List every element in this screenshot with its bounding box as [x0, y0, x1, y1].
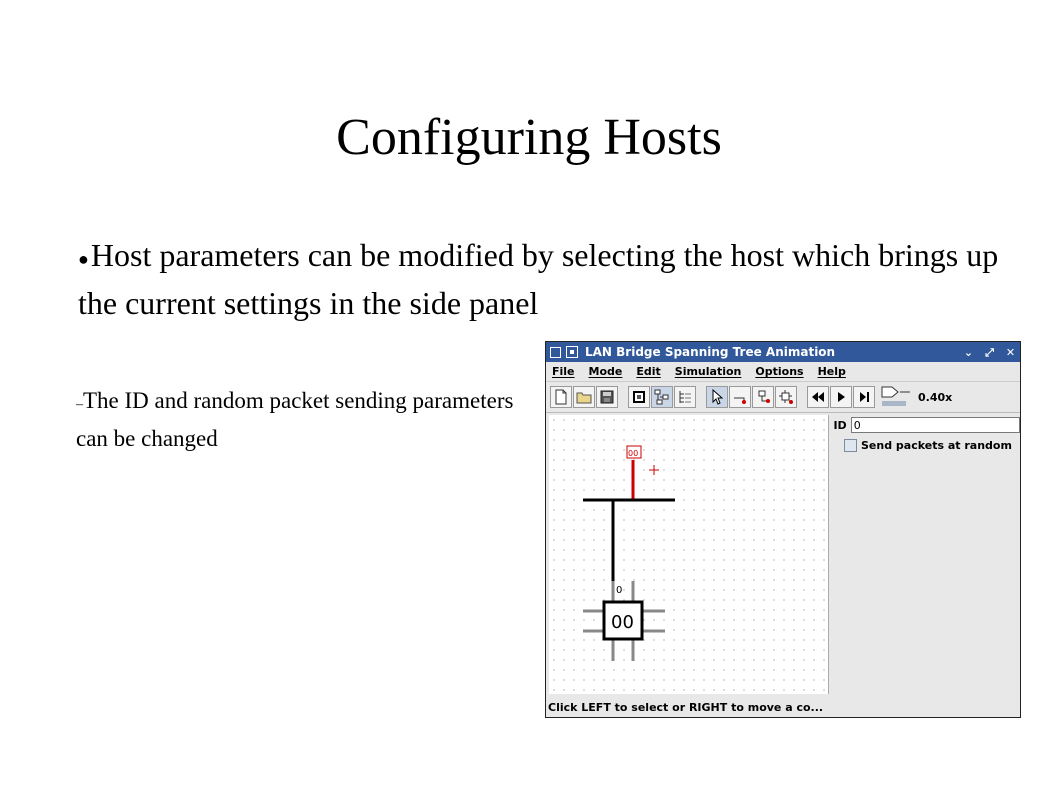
tree-view-icon	[677, 389, 693, 405]
play-icon	[835, 391, 847, 403]
window-titlebar[interactable]	[546, 342, 1020, 362]
sub-bullet-text: The ID and random packet sending parameters can be changed	[76, 388, 514, 451]
open-folder-icon	[576, 390, 592, 404]
add-host-tool-icon	[755, 389, 771, 405]
window-menu-icon[interactable]	[550, 347, 561, 358]
side-panel	[829, 415, 1020, 694]
add-bridge-tool-icon	[778, 389, 794, 405]
network-canvas[interactable]	[549, 415, 829, 694]
id-row	[829, 417, 1020, 433]
menu-edit[interactable]: Edit	[636, 365, 661, 378]
network-tool-icon	[654, 389, 670, 405]
menu-simulation[interactable]: Simulation	[674, 365, 742, 378]
random-packets-row[interactable]	[844, 439, 1020, 452]
app-icon	[566, 346, 578, 358]
bridge-tool-icon	[632, 390, 646, 404]
speed-slider[interactable]	[878, 384, 912, 410]
select-arrow-icon	[710, 389, 724, 405]
minimize-icon[interactable]: ⌄	[963, 345, 974, 359]
step-forward-button[interactable]	[853, 386, 875, 408]
id-input[interactable]	[851, 417, 1020, 433]
menu-help[interactable]: Help	[817, 365, 846, 378]
save-button[interactable]	[596, 386, 618, 408]
rewind-button[interactable]	[807, 386, 829, 408]
random-packets-label: Send packets at random	[861, 439, 1012, 452]
status-bar: Click LEFT to select or RIGHT to move a co...	[546, 698, 1020, 717]
maximize-icon[interactable]: ⤢	[985, 345, 994, 359]
add-bridge-tool-button[interactable]	[775, 386, 797, 408]
id-label: ID	[833, 418, 847, 432]
open-button[interactable]	[573, 386, 595, 408]
add-host-tool-button[interactable]	[752, 386, 774, 408]
menu-file[interactable]: File	[552, 365, 575, 378]
bullet-dot-icon: ●	[78, 248, 89, 269]
tree-view-button[interactable]	[674, 386, 696, 408]
bullet-dash-icon: –	[76, 397, 83, 412]
bridge-label: 00	[611, 612, 634, 633]
connect-tool-button[interactable]	[729, 386, 751, 408]
save-icon	[600, 390, 614, 404]
random-packets-checkbox[interactable]	[844, 439, 857, 452]
step-forward-icon	[858, 391, 870, 403]
connect-tool-icon	[732, 389, 748, 405]
play-button[interactable]	[830, 386, 852, 408]
menu-mode[interactable]: Mode	[588, 365, 623, 378]
menubar	[546, 362, 1020, 382]
bullet-host-parameters	[78, 233, 1038, 325]
toolbar	[546, 382, 1020, 413]
menu-options[interactable]: Options	[755, 365, 804, 378]
host-label: 00	[628, 449, 639, 458]
bullet-text: Host parameters can be modified by selecting the host which brings up the current settings in the side panel	[78, 237, 999, 321]
new-file-button[interactable]	[550, 386, 572, 408]
rewind-icon	[811, 391, 825, 403]
new-file-icon	[554, 389, 568, 405]
window-title: LAN Bridge Spanning Tree Animation	[585, 345, 836, 359]
slide-title: Configuring Hosts	[336, 109, 722, 166]
bridge-port-label: 0	[616, 585, 623, 596]
bridge-tool-button[interactable]	[628, 386, 650, 408]
speed-slider-icon	[878, 384, 912, 410]
app-window	[545, 341, 1021, 718]
network-diagram	[549, 415, 828, 694]
close-icon[interactable]: ✕	[1005, 345, 1016, 359]
network-tool-button[interactable]	[651, 386, 673, 408]
speed-value: 0.40x	[918, 390, 953, 404]
sub-bullet-id-parameters	[76, 384, 536, 456]
move-cursor-icon	[649, 465, 659, 475]
select-tool-button[interactable]	[706, 386, 728, 408]
